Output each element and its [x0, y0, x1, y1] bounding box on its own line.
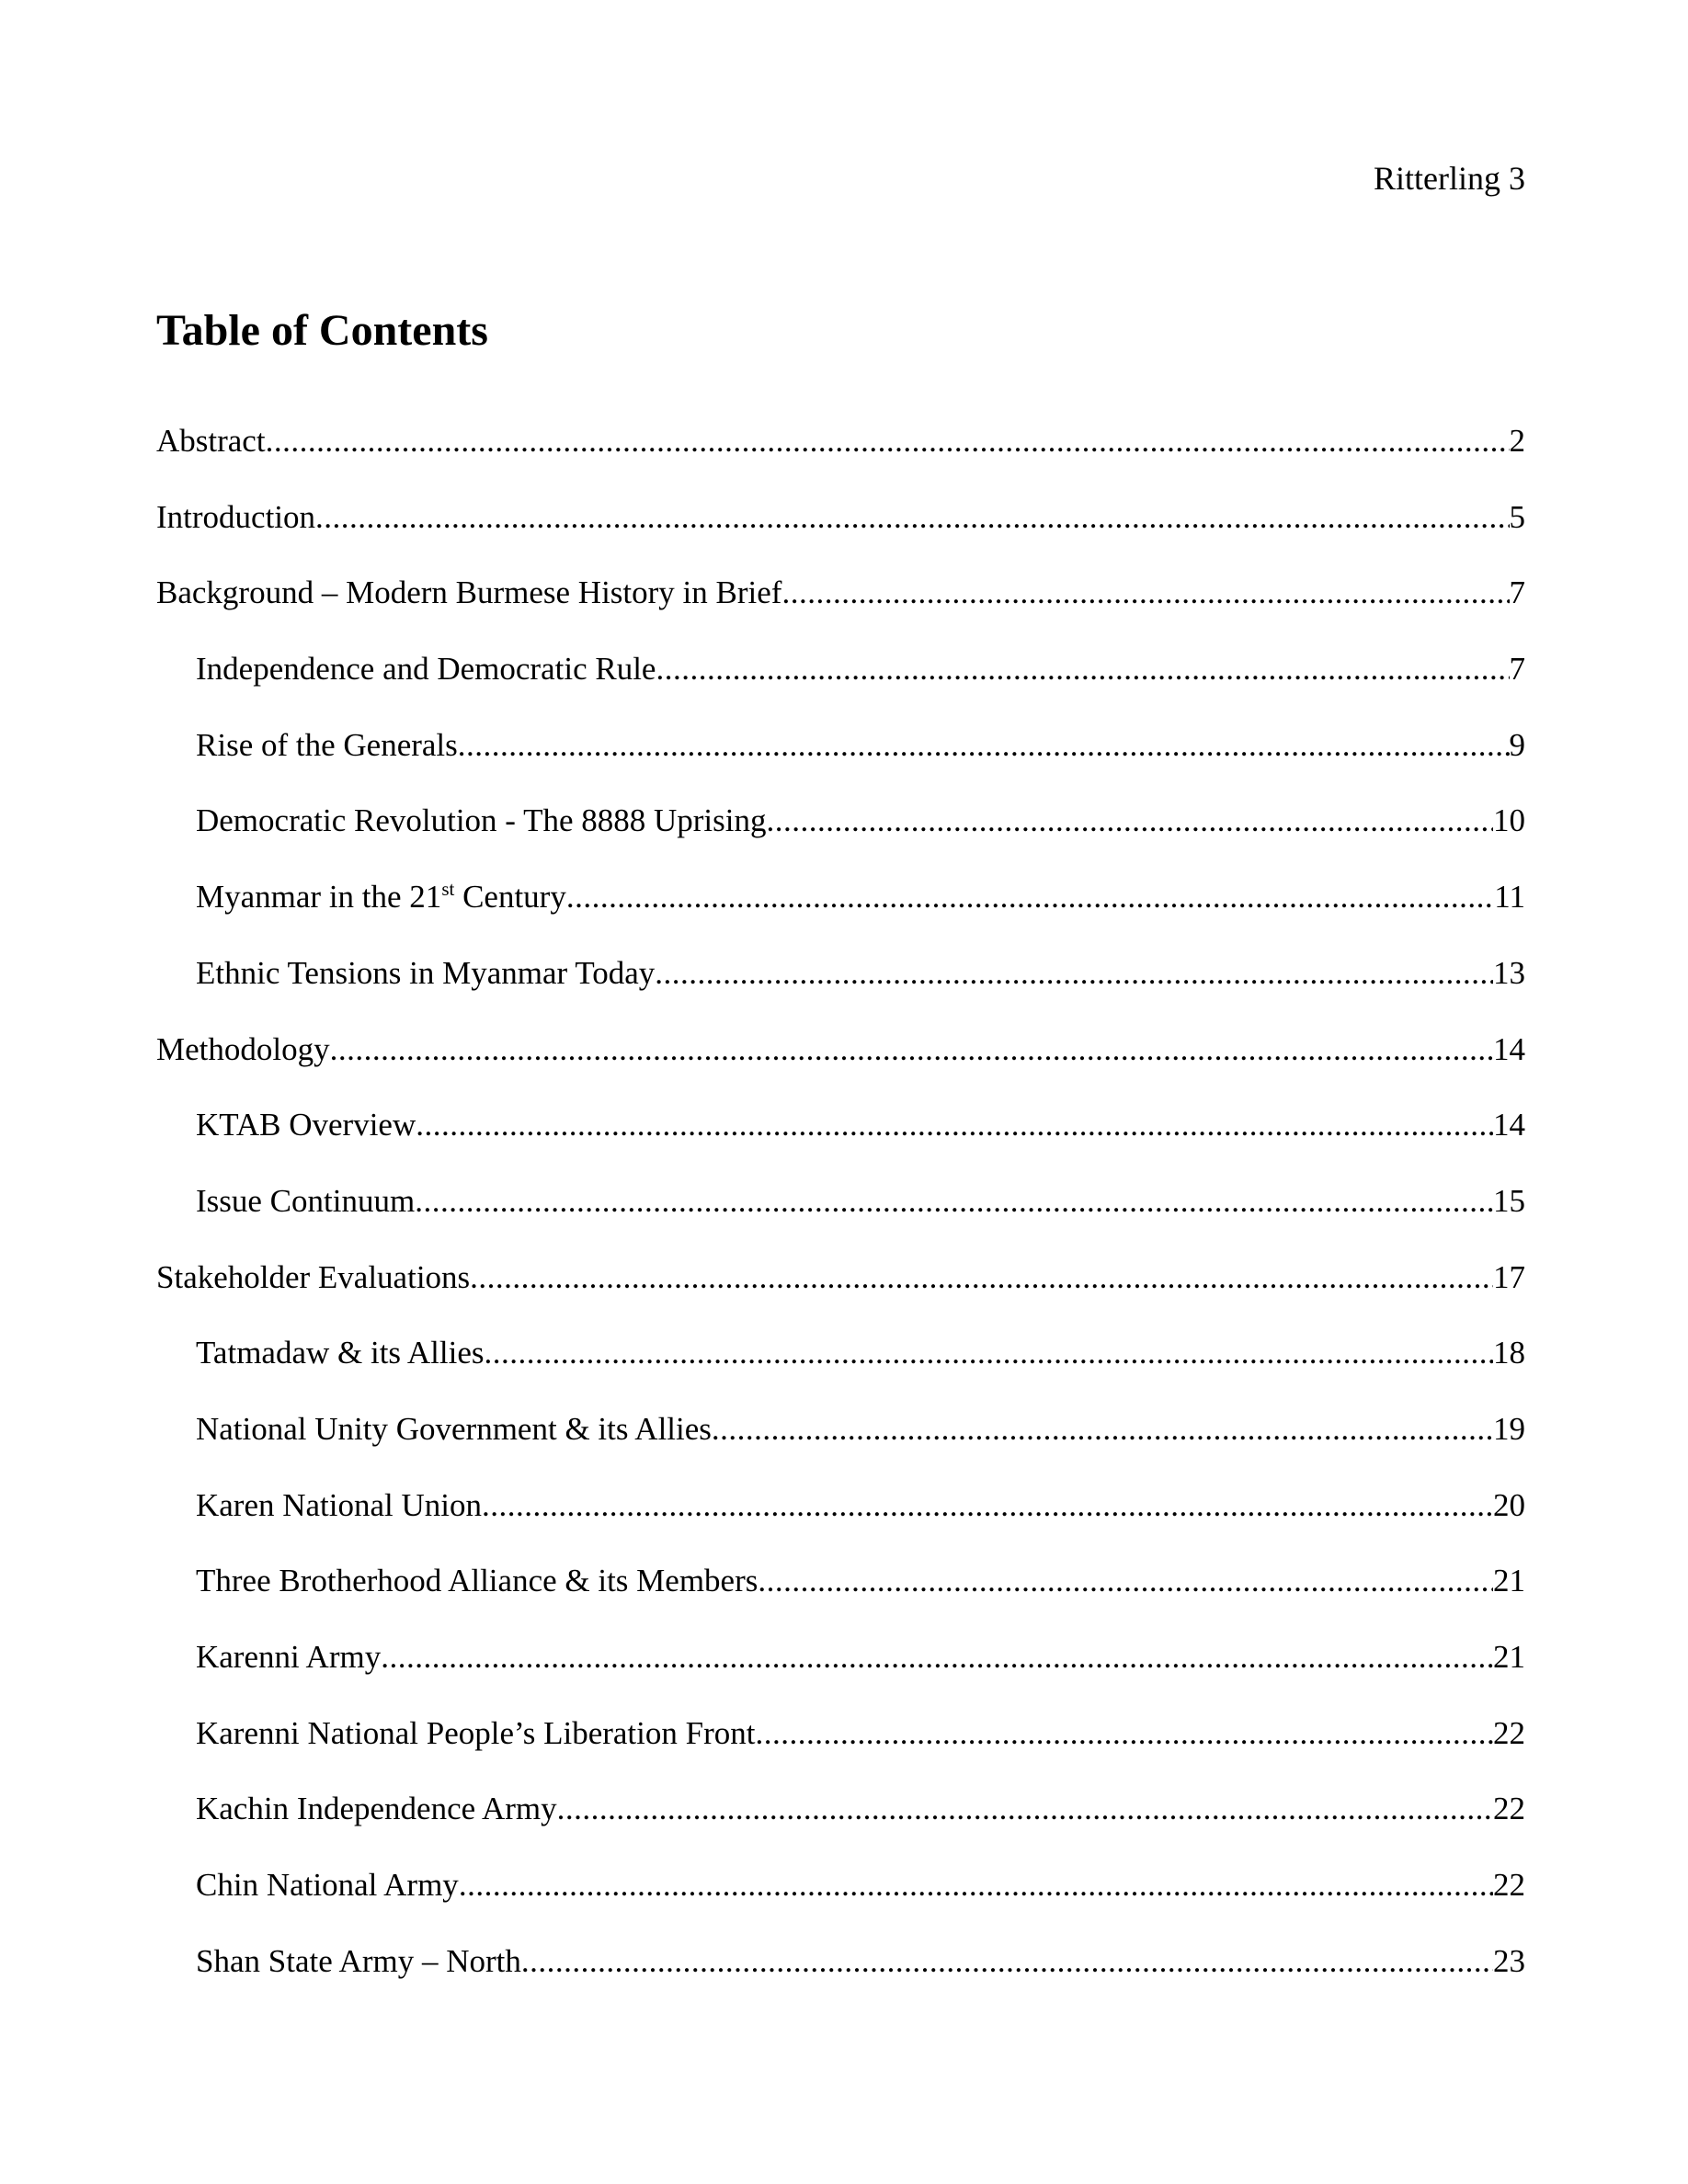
toc-entry-label: National Unity Government & its Allies [196, 1410, 712, 1447]
toc-entry-page-number: 14 [1493, 1107, 1525, 1143]
toc-entry-label: Democratic Revolution - The 8888 Uprising [196, 802, 767, 839]
toc-entry-myanmar-21st-century[interactable] [156, 875, 1525, 951]
dot-leader [521, 1939, 1493, 1984]
toc-entry-page-number: 9 [1509, 726, 1525, 763]
toc-entry-page-number: 21 [1493, 1563, 1525, 1599]
toc-entry-ktab-overview[interactable] [156, 1103, 1525, 1179]
dot-leader [381, 1635, 1493, 1679]
toc-entry-label: Tatmadaw & its Allies [196, 1335, 485, 1371]
toc-entry-label: Three Brotherhood Alliance & its Members [196, 1563, 758, 1599]
toc-entry-page-number: 18 [1493, 1335, 1525, 1371]
toc-entry-page-number: 11 [1494, 879, 1525, 916]
dot-leader [758, 1559, 1493, 1603]
toc-entry-label: Rise of the Generals [196, 726, 458, 763]
toc-entry-page-number: 22 [1493, 1867, 1525, 1904]
toc-entry-page-number: 23 [1493, 1942, 1525, 1979]
ordinal-superscript: st [441, 878, 455, 901]
toc-entry-label-text-after: Century [454, 879, 566, 916]
toc-entry-label: Background – Modern Burmese History in Brief [156, 574, 782, 611]
toc-entry-label: Abstract [156, 423, 266, 459]
dot-leader [315, 495, 1509, 540]
toc-entry-label: Shan State Army – North [196, 1942, 521, 1979]
dot-leader [566, 875, 1494, 919]
dot-leader [766, 799, 1493, 843]
dot-leader [655, 951, 1493, 995]
toc-entry-label: Karen National Union [196, 1486, 483, 1523]
toc-entry-label: Kachin Independence Army [196, 1791, 557, 1827]
toc-entry-karenni-army[interactable] [156, 1635, 1525, 1712]
dot-leader [656, 647, 1509, 691]
dot-leader [484, 1331, 1493, 1375]
toc-entry-page-number: 7 [1509, 574, 1525, 611]
toc-entry-background[interactable] [156, 571, 1525, 647]
dot-leader [266, 419, 1510, 463]
toc-entry-label: Stakeholder Evaluations [156, 1258, 471, 1295]
toc-entry-karen-national-union[interactable] [156, 1484, 1525, 1560]
dot-leader [781, 571, 1509, 615]
toc-title: Table of Contents [156, 306, 488, 355]
toc-entry-rise-of-generals[interactable] [156, 723, 1525, 800]
dot-leader [470, 1256, 1493, 1300]
toc-entry-issue-continuum[interactable] [156, 1179, 1525, 1256]
dot-leader [482, 1484, 1493, 1528]
toc-entry-national-unity-government[interactable] [156, 1407, 1525, 1484]
toc-entry-independence[interactable] [156, 647, 1525, 723]
toc-entry-label [196, 875, 566, 919]
toc-entry-page-number: 14 [1493, 1030, 1525, 1067]
toc-entry-abstract[interactable] [156, 419, 1525, 495]
toc-entry-label: Chin National Army [196, 1867, 459, 1904]
toc-entry-ethnic-tensions[interactable] [156, 951, 1525, 1028]
toc-entry-kachin-independence-army[interactable] [156, 1787, 1525, 1863]
toc-entry-page-number: 17 [1493, 1258, 1525, 1295]
toc-entry-page-number: 10 [1493, 802, 1525, 839]
toc-entry-page-number: 15 [1493, 1182, 1525, 1219]
dot-leader [415, 1179, 1493, 1223]
toc-entry-introduction[interactable] [156, 495, 1525, 572]
dot-leader [755, 1712, 1493, 1756]
dot-leader [459, 1863, 1493, 1907]
toc-entry-page-number: 20 [1493, 1486, 1525, 1523]
toc-entry-label: Ethnic Tensions in Myanmar Today [196, 954, 656, 991]
dot-leader [330, 1028, 1493, 1072]
toc-entry-chin-national-army[interactable] [156, 1863, 1525, 1939]
toc-entry-label: Karenni Army [196, 1639, 382, 1675]
toc-entry-democratic-revolution[interactable] [156, 799, 1525, 875]
toc-entry-page-number: 22 [1493, 1714, 1525, 1751]
toc-entry-page-number: 13 [1493, 954, 1525, 991]
toc-entry-three-brotherhood-alliance[interactable] [156, 1559, 1525, 1635]
dot-leader [416, 1103, 1493, 1147]
toc-list [156, 419, 1525, 2015]
toc-entry-label: Independence and Democratic Rule [196, 651, 656, 688]
toc-entry-karenni-npl-front[interactable] [156, 1712, 1525, 1788]
toc-entry-tatmadaw[interactable] [156, 1331, 1525, 1407]
toc-entry-methodology[interactable] [156, 1028, 1525, 1104]
toc-entry-page-number: 21 [1493, 1639, 1525, 1675]
toc-entry-page-number: 5 [1509, 498, 1525, 535]
toc-entry-label: KTAB Overview [196, 1107, 416, 1143]
toc-entry-label: Introduction [156, 498, 316, 535]
toc-entry-label-text: Myanmar in the 21 [196, 879, 442, 916]
toc-entry-page-number: 2 [1509, 423, 1525, 459]
toc-entry-label: Methodology [156, 1030, 330, 1067]
dot-leader [458, 723, 1510, 768]
toc-entry-label: Karenni National People’s Liberation Front [196, 1714, 756, 1751]
toc-entry-page-number: 22 [1493, 1791, 1525, 1827]
toc-entry-stakeholder-evaluations[interactable] [156, 1256, 1525, 1332]
toc-entry-label: Issue Continuum [196, 1182, 416, 1219]
toc-entry-shan-state-army-north[interactable] [156, 1939, 1525, 2016]
dot-leader [557, 1787, 1493, 1831]
dot-leader [712, 1407, 1493, 1451]
running-header: Ritterling 3 [1374, 160, 1525, 197]
toc-entry-page-number: 7 [1509, 651, 1525, 688]
toc-entry-page-number: 19 [1493, 1410, 1525, 1447]
